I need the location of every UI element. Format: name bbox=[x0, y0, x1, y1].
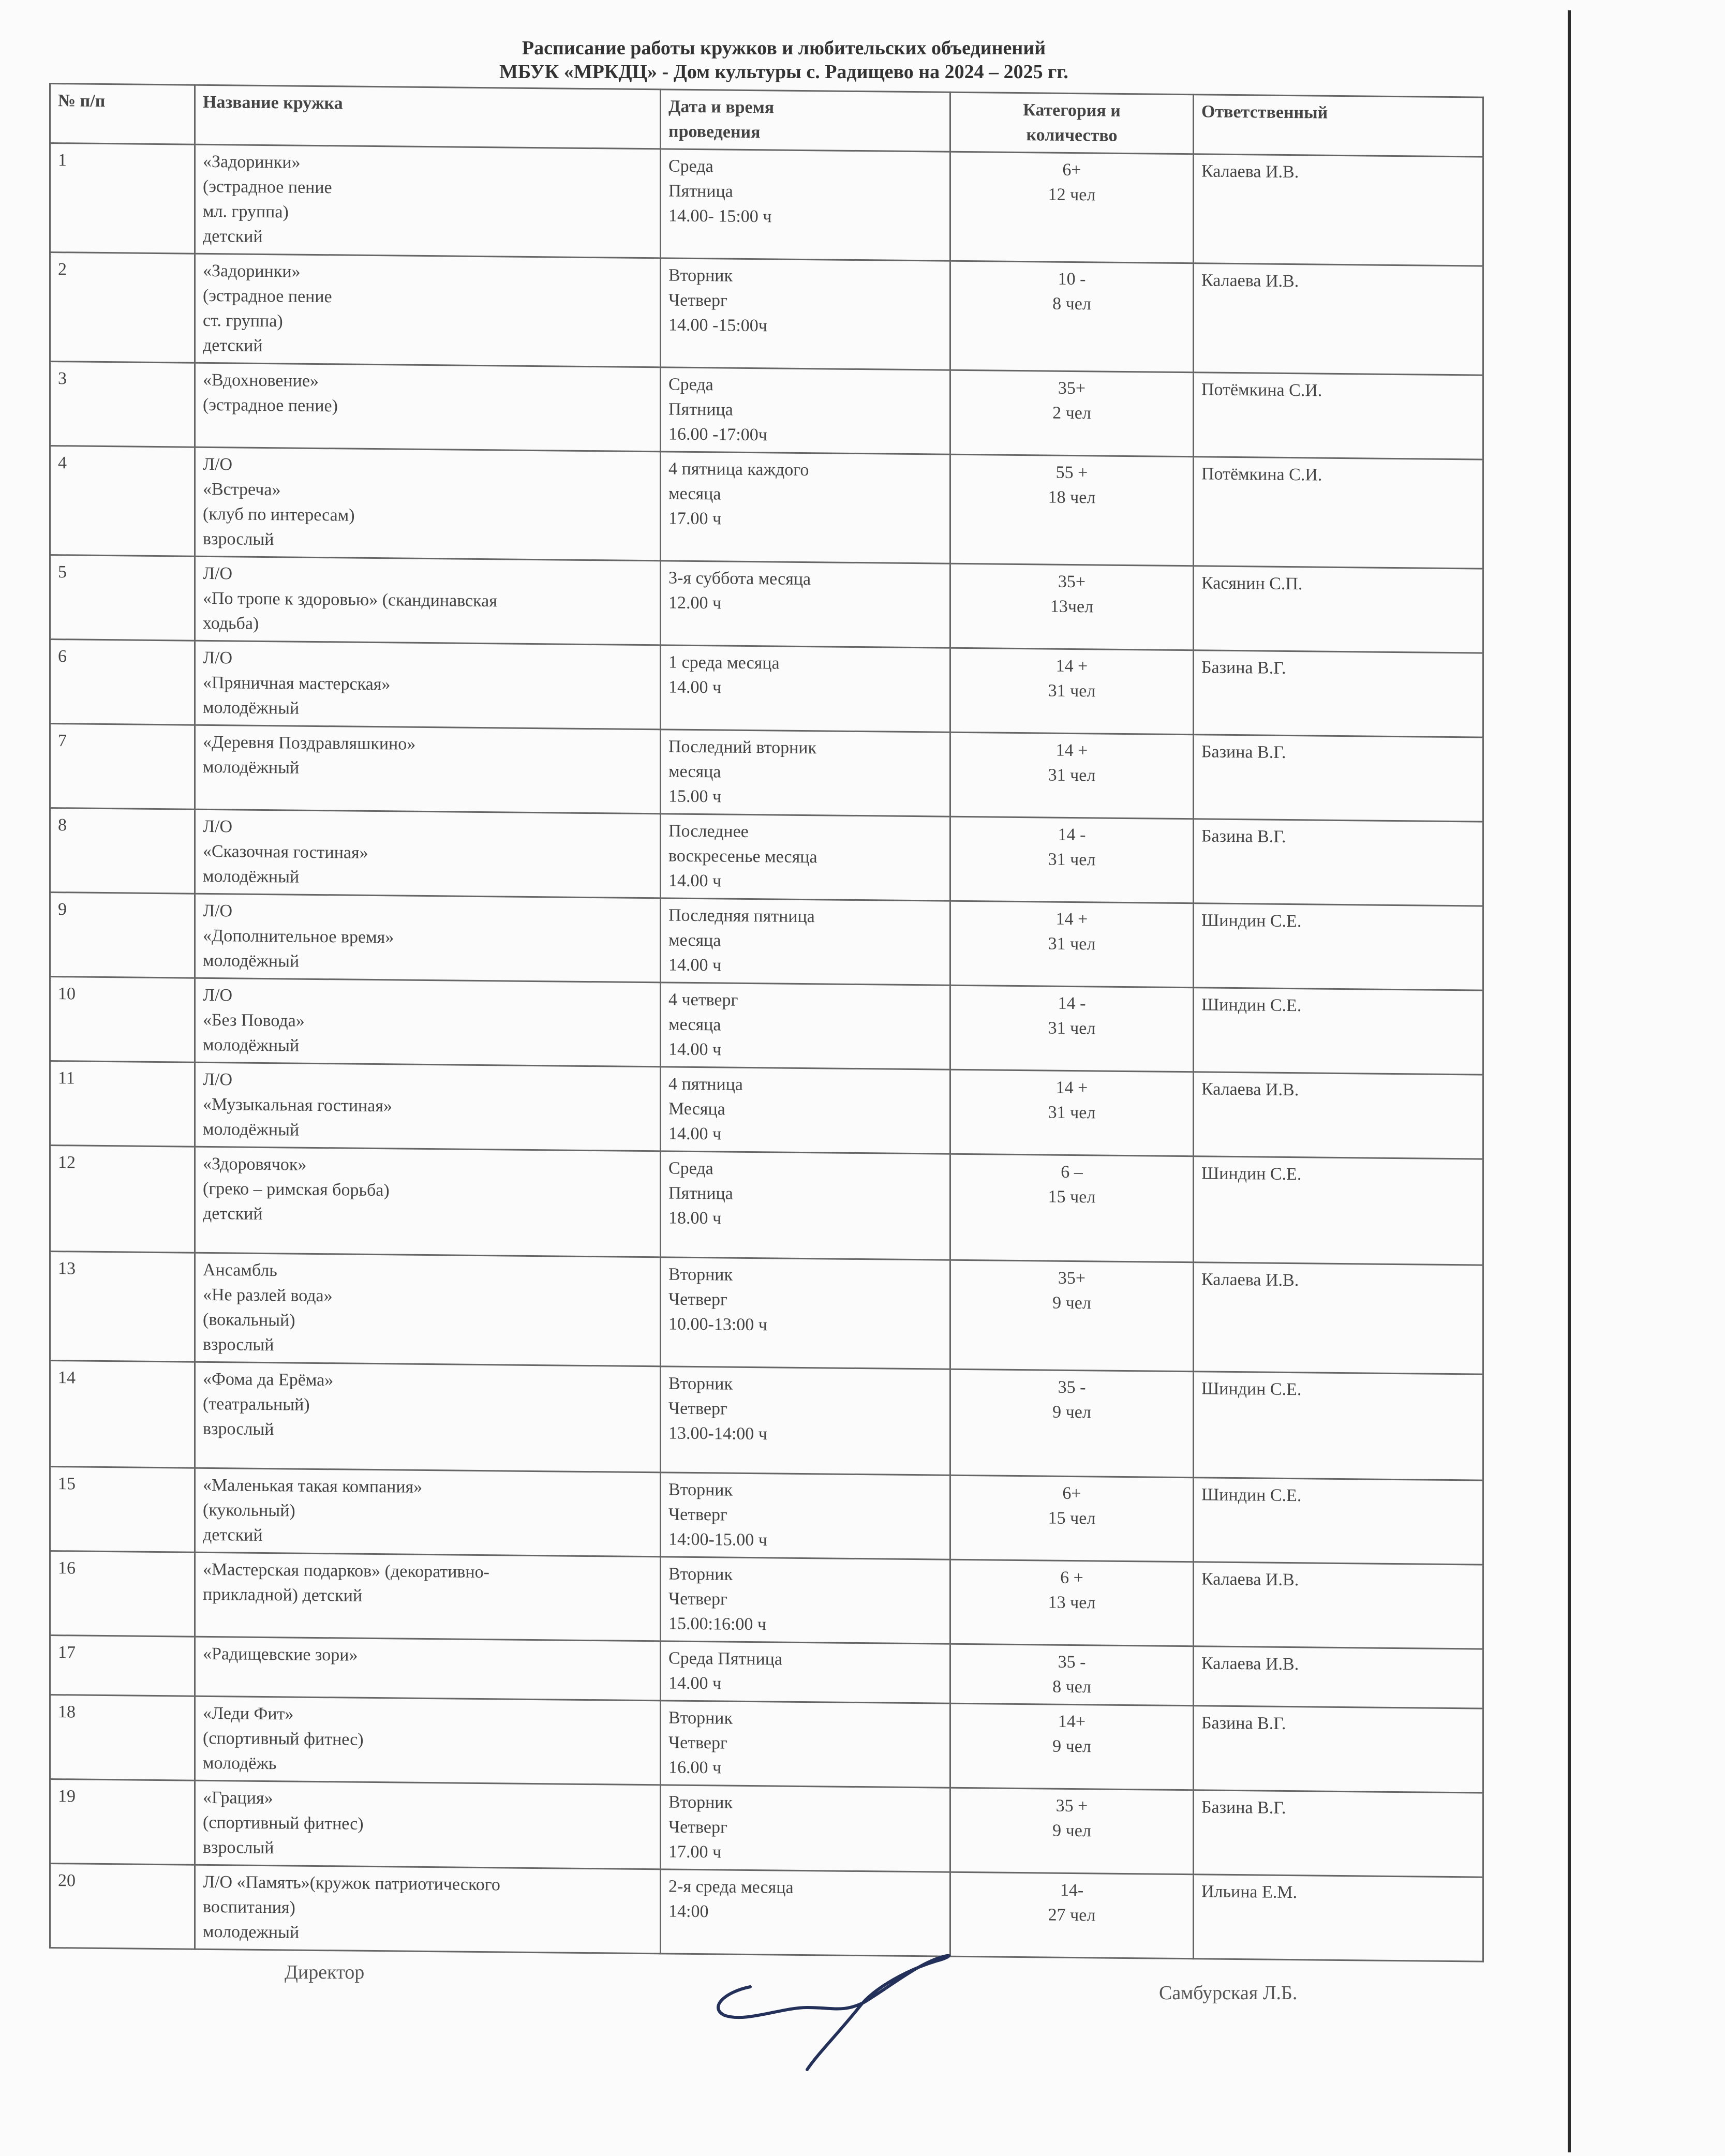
table-row bbox=[50, 1146, 1483, 1266]
responsible-person: Потёмкина С.И. bbox=[1194, 373, 1483, 459]
schedule-time: Вторник Четверг 14.00 -15:00ч bbox=[661, 258, 950, 370]
table-row bbox=[50, 1551, 1483, 1649]
club-name: «Радищевские зори» bbox=[195, 1637, 661, 1701]
category-count: 55 + 18 чел bbox=[950, 454, 1194, 566]
row-number: 17 bbox=[50, 1635, 195, 1697]
responsible-person: Базина В.Г. bbox=[1194, 650, 1483, 737]
category-count: 14 - 31 чел bbox=[950, 816, 1194, 903]
table-row bbox=[50, 252, 1483, 376]
category-count: 35+ 13чел bbox=[950, 563, 1194, 650]
schedule-time: Вторник Четверг 14:00-15.00 ч bbox=[661, 1473, 950, 1559]
category-count: 6+ 15 чел bbox=[950, 1475, 1194, 1562]
row-number: 2 bbox=[50, 252, 195, 363]
column-header-number: № п/п bbox=[50, 84, 195, 145]
club-name: «Деревня Поздравляшкино» молодёжный bbox=[195, 725, 661, 814]
club-name: Л/О «Пряничная мастерская» молодёжный bbox=[195, 641, 661, 730]
category-count: 35+ 9 чел bbox=[950, 1260, 1194, 1372]
responsible-person: Потёмкина С.И. bbox=[1194, 457, 1483, 569]
row-number: 8 bbox=[50, 808, 195, 894]
club-name: «Маленькая такая компания» (кукольный) детский bbox=[195, 1468, 661, 1557]
row-number: 10 bbox=[50, 977, 195, 1063]
schedule-time: 3-я суббота месяца 12.00 ч bbox=[661, 561, 950, 648]
responsible-person: Калаева И.В. bbox=[1194, 1646, 1483, 1708]
row-number: 7 bbox=[50, 724, 195, 810]
responsible-person: Ильина Е.М. bbox=[1194, 1875, 1483, 1961]
row-number: 18 bbox=[50, 1695, 195, 1781]
schedule-time: Вторник Четверг 15.00:16:00 ч bbox=[661, 1557, 950, 1644]
schedule-time: Вторник Четверг 13.00-14:00 ч bbox=[661, 1366, 950, 1475]
table-row bbox=[50, 977, 1483, 1075]
row-number: 9 bbox=[50, 893, 195, 978]
table-row bbox=[50, 1361, 1483, 1481]
row-number: 1 bbox=[50, 143, 195, 254]
row-number: 12 bbox=[50, 1146, 195, 1253]
club-name: Л/О «Без Повода» молодёжный bbox=[195, 978, 661, 1067]
schedule-time: Среда Пятница 14.00 ч bbox=[661, 1641, 950, 1703]
column-header-responsible: Ответственный bbox=[1194, 95, 1483, 157]
club-name: Л/О «Встреча» (клуб по интересам) взрослый bbox=[195, 447, 661, 561]
club-name: Л/О «Сказочная гостиная» молодёжный bbox=[195, 809, 661, 898]
club-name: Ансамбль «Не разлей вода» (вокальный) взрослый bbox=[195, 1253, 661, 1366]
club-name: Л/О «Музыкальная гостиная» молодёжный bbox=[195, 1062, 661, 1151]
category-count: 6 + 13 чел bbox=[950, 1559, 1194, 1646]
schedule-time: Последняя пятница месяца 14.00 ч bbox=[661, 898, 950, 985]
table-row bbox=[50, 640, 1483, 738]
category-count: 35 - 8 чел bbox=[950, 1644, 1194, 1706]
responsible-person: Калаева И.В. bbox=[1194, 1072, 1483, 1159]
column-header-category: Категория и количество bbox=[950, 92, 1194, 154]
table-body bbox=[50, 143, 1483, 1962]
row-number: 13 bbox=[50, 1252, 195, 1362]
row-number: 20 bbox=[50, 1864, 195, 1950]
responsible-person: Шиндин С.Е. bbox=[1194, 1156, 1483, 1265]
category-count: 14 + 31 чел bbox=[950, 732, 1194, 819]
club-name: Л/О «По тропе к здоровью» (скандинавская ходьба) bbox=[195, 556, 661, 645]
table-row bbox=[50, 893, 1483, 991]
row-number: 15 bbox=[50, 1467, 195, 1553]
schedule-time: 1 среда месяца 14.00 ч bbox=[661, 645, 950, 732]
schedule-time: Последнее воскресенье месяца 14.00 ч bbox=[661, 814, 950, 901]
responsible-person: Базина В.Г. bbox=[1194, 1706, 1483, 1793]
responsible-person: Шиндин С.Е. bbox=[1194, 1478, 1483, 1565]
category-count: 10 - 8 чел bbox=[950, 261, 1194, 373]
responsible-person: Калаева И.В. bbox=[1194, 154, 1483, 266]
schedule-time: 2-я среда месяца 14:00 bbox=[661, 1869, 950, 1956]
category-count: 14 + 31 чел bbox=[950, 901, 1194, 988]
schedule-time: Вторник Четверг 17.00 ч bbox=[661, 1785, 950, 1872]
row-number: 4 bbox=[50, 446, 195, 557]
club-name: «Задоринки» (эстрадное пение мл. группа) детский bbox=[195, 144, 661, 258]
category-count: 35 + 9 чел bbox=[950, 1788, 1194, 1875]
responsible-person: Шиндин С.Е. bbox=[1194, 903, 1483, 990]
row-number: 6 bbox=[50, 640, 195, 725]
category-count: 14 - 31 чел bbox=[950, 985, 1194, 1072]
table-row bbox=[50, 1252, 1483, 1375]
header-subtitle: МБУК «МРКДЦ» - Дом культуры с. Радищево на 2024 – 2025 гг. bbox=[499, 61, 1068, 83]
row-number: 19 bbox=[50, 1779, 195, 1865]
schedule-time: Среда Пятница 18.00 ч bbox=[661, 1151, 950, 1260]
club-name: «Задоринки» (эстрадное пение ст. группа) детский bbox=[195, 254, 661, 367]
schedule-time: Последний вторник месяца 15.00 ч bbox=[661, 730, 950, 816]
table-row bbox=[50, 1061, 1483, 1159]
club-name: Л/О «Дополнительное время» молодёжный bbox=[195, 894, 661, 983]
responsible-person: Калаева И.В. bbox=[1194, 1562, 1483, 1649]
row-number: 11 bbox=[50, 1061, 195, 1147]
director-label: Директор bbox=[285, 1961, 365, 1983]
header-title: Расписание работы кружков и любительских объединений bbox=[522, 37, 1046, 59]
responsible-person: Касянин С.П. bbox=[1194, 566, 1483, 653]
club-name: «Мастерская подарков» (декоративно- прикладной) детский bbox=[195, 1552, 661, 1641]
table-row bbox=[50, 362, 1483, 460]
table-row bbox=[50, 143, 1483, 266]
club-name: «Фома да Ерёма» (театральный) взрослый bbox=[195, 1362, 661, 1473]
category-count: 6+ 12 чел bbox=[950, 152, 1194, 263]
table-row bbox=[50, 724, 1483, 822]
responsible-person: Калаева И.В. bbox=[1194, 1262, 1483, 1374]
table-row bbox=[50, 446, 1483, 569]
club-name: «Здоровячок» (греко – римская борьба) детский bbox=[195, 1147, 661, 1257]
signature-image bbox=[704, 1930, 973, 2075]
row-number: 5 bbox=[50, 555, 195, 641]
category-count: 14 + 31 чел bbox=[950, 648, 1194, 735]
category-count: 14- 27 чел bbox=[950, 1872, 1194, 1959]
document-header bbox=[0, 36, 1568, 84]
schedule-time: Вторник Четверг 10.00-13:00 ч bbox=[661, 1257, 950, 1369]
schedule-time: Среда Пятница 14.00- 15:00 ч bbox=[661, 149, 950, 261]
schedule-time: 4 пятница каждого месяца 17.00 ч bbox=[661, 452, 950, 563]
responsible-person: Базина В.Г. bbox=[1194, 819, 1483, 906]
table-row bbox=[50, 555, 1483, 653]
schedule-time: Вторник Четверг 16.00 ч bbox=[661, 1701, 950, 1788]
club-name: «Грация» (спортивный фитнес) взрослый bbox=[195, 1780, 661, 1869]
table-row bbox=[50, 808, 1483, 906]
schedule-time: Среда Пятница 16.00 -17:00ч bbox=[661, 367, 950, 454]
column-header-time: Дата и время проведения bbox=[661, 90, 950, 152]
category-count: 6 – 15 чел bbox=[950, 1154, 1194, 1262]
category-count: 14+ 9 чел bbox=[950, 1703, 1194, 1790]
schedule-time: 4 четверг месяца 14.00 ч bbox=[661, 983, 950, 1069]
responsible-person: Калаева И.В. bbox=[1194, 263, 1483, 375]
table-row bbox=[50, 1467, 1483, 1565]
club-name: Л/О «Память»(кружок патриотического воспитания) молодежный bbox=[195, 1865, 661, 1954]
responsible-person: Базина В.Г. bbox=[1194, 735, 1483, 822]
row-number: 14 bbox=[50, 1361, 195, 1468]
table-row bbox=[50, 1695, 1483, 1793]
category-count: 35 - 9 чел bbox=[950, 1369, 1194, 1478]
director-name: Самбурская Л.Б. bbox=[1159, 1982, 1298, 2004]
category-count: 35+ 2 чел bbox=[950, 370, 1194, 457]
schedule-table bbox=[49, 83, 1484, 1962]
page-edge-line bbox=[1568, 10, 1571, 2152]
responsible-person: Шиндин С.Е. bbox=[1194, 1372, 1483, 1480]
responsible-person: Базина В.Г. bbox=[1194, 1790, 1483, 1877]
club-name: «Вдохновение» (эстрадное пение) bbox=[195, 363, 661, 452]
schedule-time: 4 пятница Месяца 14.00 ч bbox=[661, 1067, 950, 1154]
responsible-person: Шиндин С.Е. bbox=[1194, 988, 1483, 1075]
column-header-name: Название кружка bbox=[195, 85, 661, 149]
club-name: «Леди Фит» (спортивный фитнес) молодёжь bbox=[195, 1696, 661, 1785]
row-number: 3 bbox=[50, 362, 195, 448]
row-number: 16 bbox=[50, 1551, 195, 1637]
table-row bbox=[50, 1779, 1483, 1878]
category-count: 14 + 31 чел bbox=[950, 1069, 1194, 1156]
